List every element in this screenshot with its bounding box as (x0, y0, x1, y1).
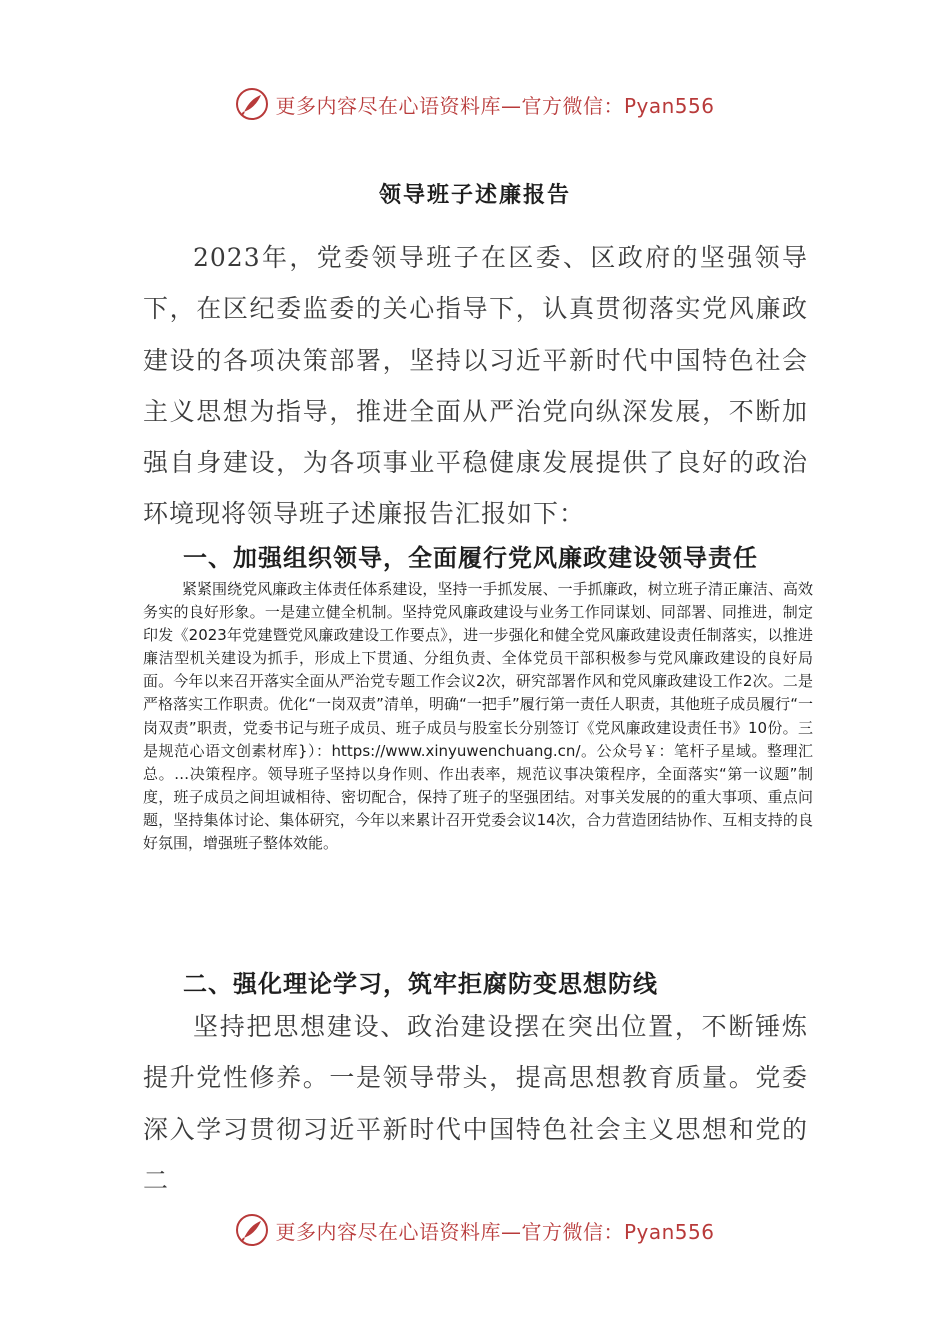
section-1-heading: 一、加强组织领导，全面履行党风廉政建设领导责任 (183, 543, 758, 572)
section-1-body: 紧紧围绕党风廉政主体责任体系建设，坚持一手抓发展、一手抓廉政，树立班子清正廉洁、高效务实的良好形象。一是建立健全机制。坚持党风廉政建设与业务工作同谋划、同部署、同推进，制定印发《2023年党建暨党风廉政建设工作要点》，进一步强化和健全党风廉政建设责任制落实，以推进廉洁型机关建设为抓手，形成上下贯通、分组负责、全体党员干部积极参与党风廉政建设的良好局面。今年以来召开落实全面从严治党专题工作会议2次，研究部署作风和党风廉政建设工作2次。二是严格落实工作职责。优化“一岗双责”清单，明确“一把手”履行第一责任人职责，其他班子成员履行“一岗双责”职责，党委书记与班子成员、班子成员与股室长分别签订《党风廉政建设责任书》10份。三是规范心语文创素材库}）：https://www.xinyuwenchuang.cn/。公众号￥：笔杆子星域。整理汇总。…决策程序。领导班子坚持以身作则、作出表率，规范议事决策程序，全面落实“第一议题”制度，班子成员之间坦诚相待、密切配合，保持了班子的坚强团结。对事关发展的的重大事项、重点问题，坚持集体讨论、集体研究，今年以来累计召开党委会议14次，合力营造团结协作、互相支持的良好氛围，增强班子整体效能。 (143, 580, 813, 853)
watermark-text: 更多内容尽在心语资料库—官方微信：Pyan556 (275, 93, 715, 118)
section-2-body: 坚持把思想建设、政治建设摆在突出位置，不断锤炼提升党性修养。一是领导带头，提高思想教育质量。党委深入学习贯彻习近平新时代中国特色社会主义思想和党的二 (143, 1012, 808, 1195)
section-2-heading: 二、强化理论学习，筑牢拒腐防变思想防线 (183, 969, 658, 998)
feather-pen-logo-icon (235, 1213, 269, 1247)
watermark-banner-top (0, 84, 950, 124)
intro-paragraph: 2023年，党委领导班子在区委、区政府的坚强领导下，在区纪委监委的关心指导下，认真贯彻落实党风廉政建设的各项决策部署，坚持以习近平新时代中国特色社会主义思想为指导，推进全面从严治党向纵深发展，不断加强自身建设，为各项事业平稳健康发展提供了良好的政治环境现将领导班子述廉报告汇报如下： (143, 243, 808, 529)
document-title: 领导班子述廉报告 (378, 182, 571, 208)
watermark-banner-bottom (0, 1210, 950, 1250)
feather-pen-logo-icon (235, 87, 269, 121)
watermark-text: 更多内容尽在心语资料库—官方微信：Pyan556 (275, 1219, 715, 1244)
